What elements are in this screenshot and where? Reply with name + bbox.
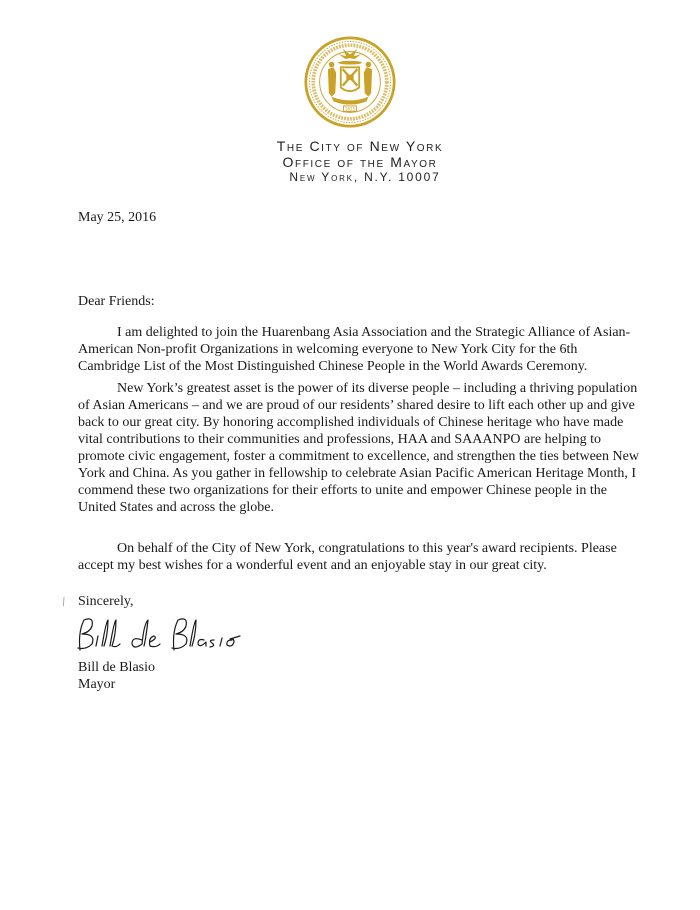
stray-pen-mark	[62, 597, 66, 607]
salutation: Dear Friends:	[78, 294, 155, 309]
signature-text: Bill de Blasio	[70, 612, 76, 613]
letterhead-address: New York, N.Y. 10007	[289, 170, 441, 184]
letterhead-city: The City of New York	[276, 138, 444, 154]
closing: Sincerely,	[78, 594, 134, 609]
signer-title: Mayor	[78, 677, 116, 692]
letter-date: May 25, 2016	[78, 210, 157, 225]
signer-name: Bill de Blasio	[78, 660, 155, 675]
paragraph-congratulations: On behalf of the City of New York, congratulations to this year's award recipients. Please accept my best wishes for a wonderful event and an enjoyable stay in our great city.	[78, 541, 617, 573]
paragraph-welcome: I am delighted to join the Huarenbang Asia Association and the Strategic Alliance of Asian-American Non-profit Organizations in welcoming everyone to New York City for the 6th Cambridge List of the Most Distinguished Chinese People in the World Awards Ceremony.	[78, 325, 631, 374]
letterhead-office: Office of the Mayor	[282, 154, 438, 170]
letterhead	[0, 0, 700, 200]
seal-year: 1625	[344, 106, 356, 112]
signature-image	[70, 612, 270, 656]
city-seal-icon	[304, 36, 396, 128]
paragraph-diversity: New York’s greatest asset is the power of its diverse people – including a thriving population of Asian Americans – and we are proud of our residents’ shared desire to lift each other up and give back to our great city. By honoring accomplished individuals of Chinese heritage who have made vital contributions to their communities and professions, HAA and SAAANPO are helping to promote civic engagement, foster a commitment to excellence, and strengthen the ties between New York and China. As you gather in fellowship to celebrate Asian Pacific American Heritage Month, I commend these two organizations for their efforts to unite and empower Chinese people in the United States and across the globe.	[78, 381, 639, 515]
